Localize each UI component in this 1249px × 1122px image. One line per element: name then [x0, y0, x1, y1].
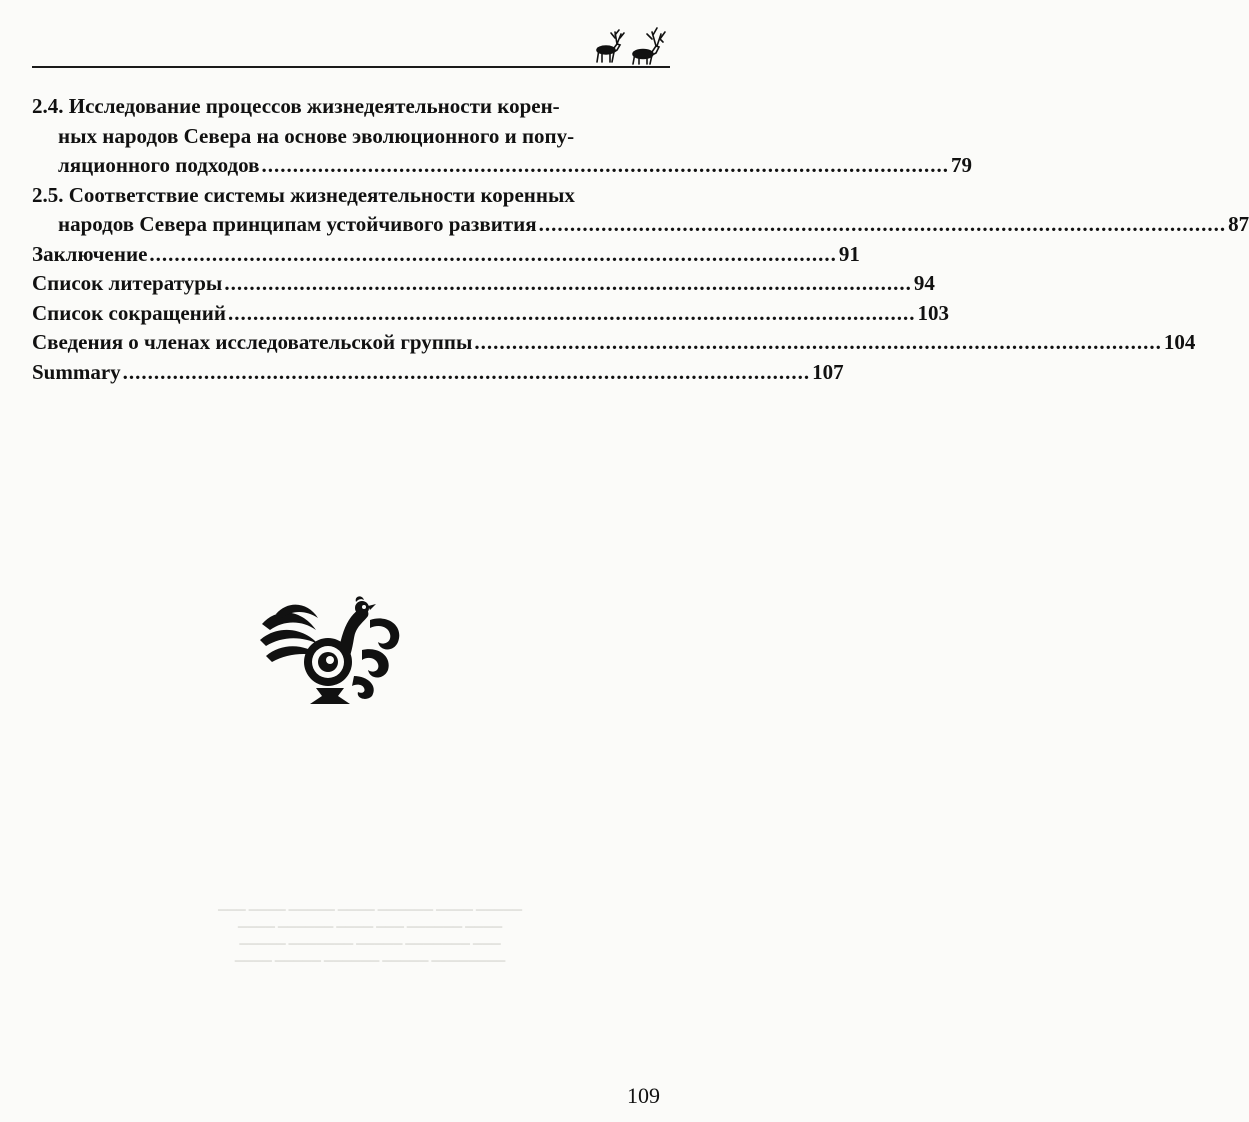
dot-leader: .............................................................................................................. — [122, 359, 811, 384]
toc-entry — [32, 328, 1196, 358]
bird-ornament-icon — [258, 596, 408, 708]
toc-entry — [32, 269, 935, 299]
dot-leader: .............................................................................................................. — [227, 300, 916, 325]
toc-page-number: 107 — [812, 359, 844, 384]
toc-entry — [32, 181, 1249, 240]
header-rule — [32, 66, 670, 68]
reindeer-pair-icon — [590, 18, 668, 68]
toc-entry-line: 2.4. Исследование процессов жизнедеятельности корен- — [32, 94, 560, 118]
dot-leader: .............................................................................................................. — [261, 153, 949, 177]
toc-entry-line: народов Севера принципам устойчивого развития — [58, 212, 537, 236]
toc-entry-line: Summary — [32, 359, 121, 384]
page-number: 109 — [627, 1083, 660, 1108]
toc-entry — [32, 358, 844, 388]
toc-page-number: 79 — [950, 153, 972, 177]
toc-page-number: 104 — [1163, 330, 1196, 354]
dot-leader: .............................................................................................................. — [538, 212, 1227, 236]
table-of-contents — [32, 92, 1249, 387]
show-through-text: ▁▁▁ ▁▁▁▁ ▁▁▁▁▁ ▁▁▁▁ ▁▁▁▁▁▁ ▁▁▁▁ ▁▁▁▁▁ ▁▁▁▁ ▁▁▁▁▁▁ ▁▁▁▁ ▁▁▁ ▁▁▁▁▁▁ ▁▁▁▁ ▁▁▁▁▁ ▁▁▁▁▁▁▁ ▁▁▁▁▁ ▁▁▁▁▁▁▁ ▁▁▁ ▁▁▁▁ ▁▁▁▁▁ ▁▁▁▁▁▁ ▁▁▁▁▁ ▁▁▁▁▁▁▁▁ — [217, 897, 523, 962]
dot-leader: .............................................................................................................. — [149, 241, 837, 266]
toc-entry — [32, 240, 860, 270]
toc-entry-line: 2.5. Соответствие системы жизнедеятельности коренных — [32, 182, 575, 207]
toc-entry-line: ляционного подходов — [58, 153, 260, 177]
toc-page-number: 87 — [1228, 212, 1249, 236]
toc-entry-line: ных народов Севера на основе эволюционного и попу- — [58, 123, 575, 148]
toc-entry-line: Список литературы — [32, 271, 223, 295]
toc-page-number: 103 — [917, 300, 949, 325]
toc-entry-line: Список сокращений — [32, 300, 226, 325]
toc-entry — [32, 299, 949, 329]
dot-leader: .............................................................................................................. — [224, 271, 912, 295]
toc-page-number: 94 — [913, 271, 935, 295]
toc-entry-line: Сведения о членах исследовательской группы — [32, 330, 473, 354]
toc-entry-line: Заключение — [32, 241, 148, 266]
toc-page-number: 91 — [838, 241, 860, 266]
toc-entry — [32, 92, 972, 181]
dot-leader: .............................................................................................................. — [474, 330, 1162, 354]
